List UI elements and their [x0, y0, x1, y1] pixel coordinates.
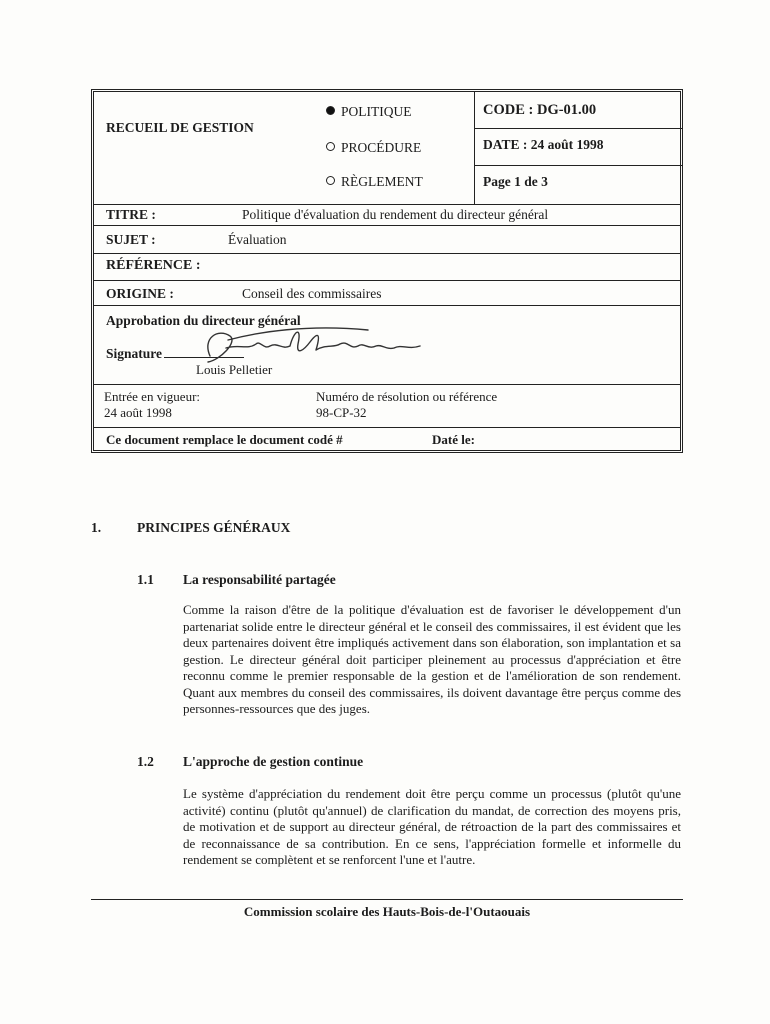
radio-filled-icon: [326, 106, 335, 115]
option-reglement: [326, 174, 423, 190]
approval-title: Approbation du directeur général: [106, 313, 301, 328]
option-politique: [326, 104, 412, 120]
section-1-title: PRINCIPES GÉNÉRAUX: [137, 520, 291, 535]
code-column: [474, 92, 683, 204]
option-politique-label: POLITIQUE: [341, 104, 412, 119]
replaces-label: Ce document remplace le document codé #: [106, 432, 343, 447]
handwritten-signature: [198, 320, 438, 370]
reference-label: RÉFÉRENCE :: [106, 258, 201, 273]
titre-label: TITRE :: [106, 207, 156, 222]
replaces-dated: Daté le:: [432, 432, 475, 447]
date-value: DATE : 24 août 1998: [483, 137, 604, 152]
resolution-label: Numéro de résolution ou référence: [316, 389, 498, 404]
titre-row: [94, 205, 680, 226]
option-reglement-label: RÈGLEMENT: [341, 174, 423, 189]
sujet-row: [94, 226, 680, 254]
footer-divider: [91, 899, 683, 900]
code-value: CODE : DG-01.00: [483, 102, 597, 118]
entry-row: [94, 385, 680, 428]
subsection-1-2-title: L'approche de gestion continue: [183, 754, 364, 769]
option-procedure-label: PROCÉDURE: [341, 140, 422, 155]
subsection-1-1-text: Comme la raison d'être de la politique d'évaluation est de favoriser le développement d'un partenariat solide entre le directeur général et le conseil des commissaires, il est évident que les deux partenaires doivent être impliqués activement dans son élaboration, son implantation et sa gestion. Le directeur général doit participer pleinement au processus d'appréciation et être reconnu comme le premier responsable de la gestion et de l'amélioration de son rendement. Quant aux membres du conseil des commissaires, ils doivent davantage être perçus comme des personnes-ressources que des juges.: [183, 602, 681, 716]
resolution-value: 98-CP-32: [316, 405, 367, 420]
entry-date: 24 août 1998: [104, 405, 172, 420]
collection-title: RECUEIL DE GESTION: [106, 120, 254, 135]
sujet-label: SUJET :: [106, 232, 156, 247]
page-value: Page 1 de 3: [483, 174, 548, 189]
option-procedure: [326, 140, 421, 156]
section-1-number: 1.: [91, 520, 102, 535]
radio-empty-icon: [326, 142, 335, 151]
subsection-1-1-number: 1.1: [137, 572, 154, 587]
reference-row: [94, 254, 680, 281]
origine-value: Conseil des commissaires: [242, 286, 382, 301]
subsection-1-2-text: Le système d'appréciation du rendement doit être perçu comme un processus (plutôt qu'une activité) continu (plutôt qu'annuel) de clarification du mandat, de correction des moyens pris, de motivation et de support au directeur général, de rétroaction de la part des commissaires et de reconnaissance de sa contribution. En ce sens, l'appréciation formelle et informelle du rendement se complètent et se renforcent l'une et l'autre.: [183, 786, 681, 867]
date-cell: [475, 128, 683, 166]
sujet-value: Évaluation: [228, 232, 287, 247]
signer-name: Louis Pelletier: [196, 362, 273, 377]
subsection-1-1-title: La responsabilité partagée: [183, 572, 336, 587]
origine-row: [94, 281, 680, 306]
origine-label: ORIGINE :: [106, 286, 174, 301]
signature-label-text: Signature: [106, 346, 163, 361]
header-box: [91, 89, 683, 453]
subsection-1-2-number: 1.2: [137, 754, 154, 769]
entry-label: Entrée en vigueur:: [104, 389, 201, 404]
code-cell: [475, 92, 683, 129]
titre-value: Politique d'évaluation du rendement du directeur général: [242, 207, 549, 222]
header-top-block: [94, 92, 680, 205]
footer-organization: Commission scolaire des Hauts-Bois-de-l'Outaouais: [243, 904, 531, 919]
replaces-row: [94, 428, 680, 450]
radio-empty-icon: [326, 176, 335, 185]
